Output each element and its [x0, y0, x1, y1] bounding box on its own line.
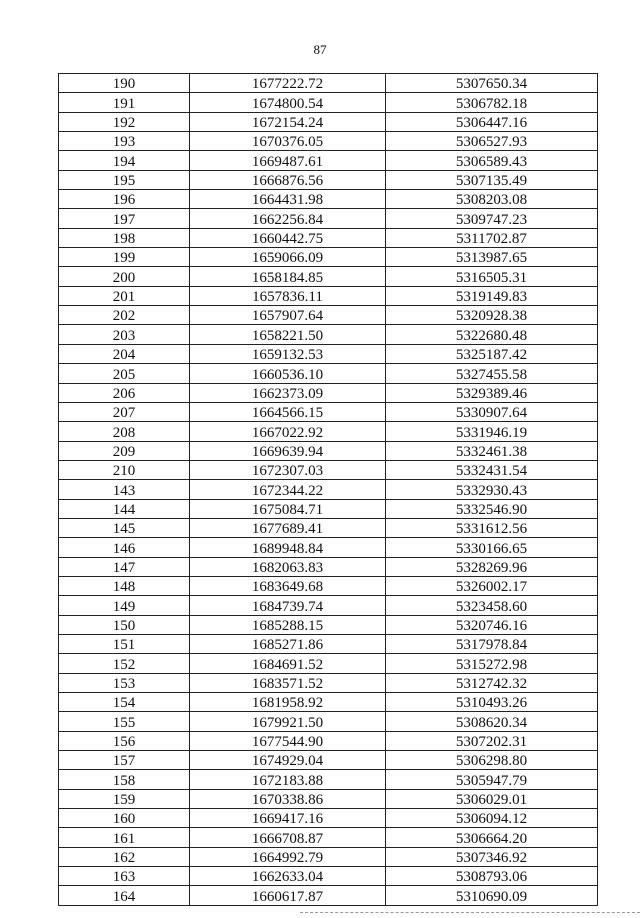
- point-number-cell: 154: [59, 693, 190, 712]
- point-number-cell: 199: [59, 248, 190, 267]
- x-coordinate-cell: 1683649.68: [190, 576, 386, 595]
- table-row: [59, 673, 598, 692]
- y-coordinate-cell: 5306298.80: [386, 751, 598, 770]
- bottom-rule: [300, 912, 640, 913]
- point-number-cell: 163: [59, 867, 190, 886]
- x-coordinate-cell: 1670376.05: [190, 132, 386, 151]
- table-row: [59, 809, 598, 828]
- point-number-cell: 205: [59, 364, 190, 383]
- table-row: [59, 132, 598, 151]
- x-coordinate-cell: 1662373.09: [190, 383, 386, 402]
- point-number-cell: 204: [59, 344, 190, 363]
- y-coordinate-cell: 5306447.16: [386, 112, 598, 131]
- table-row: [59, 751, 598, 770]
- y-coordinate-cell: 5325187.42: [386, 344, 598, 363]
- page-number: 87: [313, 42, 327, 57]
- x-coordinate-cell: 1660617.87: [190, 886, 386, 905]
- y-coordinate-cell: 5306782.18: [386, 93, 598, 112]
- table-row: [59, 770, 598, 789]
- x-coordinate-cell: 1685271.86: [190, 634, 386, 653]
- y-coordinate-cell: 5317978.84: [386, 634, 598, 653]
- y-coordinate-cell: 5308793.06: [386, 867, 598, 886]
- x-coordinate-cell: 1667022.92: [190, 422, 386, 441]
- x-coordinate-cell: 1677544.90: [190, 731, 386, 750]
- table-row: [59, 596, 598, 615]
- table-row: [59, 731, 598, 750]
- y-coordinate-cell: 5320746.16: [386, 615, 598, 634]
- table-row: [59, 93, 598, 112]
- table-row: [59, 190, 598, 209]
- point-number-cell: 207: [59, 402, 190, 421]
- point-number-cell: 143: [59, 480, 190, 499]
- x-coordinate-cell: 1662256.84: [190, 209, 386, 228]
- y-coordinate-cell: 5332431.54: [386, 460, 598, 479]
- table-row: [59, 576, 598, 595]
- point-number-cell: 145: [59, 518, 190, 537]
- point-number-cell: 159: [59, 789, 190, 808]
- table-row: [59, 306, 598, 325]
- y-coordinate-cell: 5328269.96: [386, 557, 598, 576]
- table-row: [59, 286, 598, 305]
- point-number-cell: 150: [59, 615, 190, 634]
- point-number-cell: 146: [59, 538, 190, 557]
- y-coordinate-cell: 5307346.92: [386, 847, 598, 866]
- point-number-cell: 160: [59, 809, 190, 828]
- x-coordinate-cell: 1675084.71: [190, 499, 386, 518]
- table-row: [59, 886, 598, 905]
- table-row: [59, 344, 598, 363]
- point-number-cell: 195: [59, 170, 190, 189]
- point-number-cell: 155: [59, 712, 190, 731]
- x-coordinate-cell: 1659132.53: [190, 344, 386, 363]
- x-coordinate-cell: 1660536.10: [190, 364, 386, 383]
- x-coordinate-cell: 1672307.03: [190, 460, 386, 479]
- y-coordinate-cell: 5322680.48: [386, 325, 598, 344]
- y-coordinate-cell: 5306094.12: [386, 809, 598, 828]
- y-coordinate-cell: 5331612.56: [386, 518, 598, 537]
- point-number-cell: 149: [59, 596, 190, 615]
- table-row: [59, 441, 598, 460]
- table-row: [59, 460, 598, 479]
- y-coordinate-cell: 5311702.87: [386, 228, 598, 247]
- x-coordinate-cell: 1672183.88: [190, 770, 386, 789]
- y-coordinate-cell: 5332546.90: [386, 499, 598, 518]
- x-coordinate-cell: 1669417.16: [190, 809, 386, 828]
- y-coordinate-cell: 5329389.46: [386, 383, 598, 402]
- y-coordinate-cell: 5308203.08: [386, 190, 598, 209]
- table-row: [59, 518, 598, 537]
- x-coordinate-cell: 1657907.64: [190, 306, 386, 325]
- point-number-cell: 203: [59, 325, 190, 344]
- x-coordinate-cell: 1681958.92: [190, 693, 386, 712]
- y-coordinate-cell: 5306589.43: [386, 151, 598, 170]
- table-row: [59, 654, 598, 673]
- point-number-cell: 200: [59, 267, 190, 286]
- table-row: [59, 789, 598, 808]
- x-coordinate-cell: 1669639.94: [190, 441, 386, 460]
- y-coordinate-cell: 5312742.32: [386, 673, 598, 692]
- y-coordinate-cell: 5309747.23: [386, 209, 598, 228]
- table-row: [59, 480, 598, 499]
- point-number-cell: 193: [59, 132, 190, 151]
- table-row: [59, 828, 598, 847]
- y-coordinate-cell: 5315272.98: [386, 654, 598, 673]
- table-row: [59, 867, 598, 886]
- table-row: [59, 112, 598, 131]
- coordinates-table: [58, 73, 598, 906]
- point-number-cell: 158: [59, 770, 190, 789]
- point-number-cell: 157: [59, 751, 190, 770]
- x-coordinate-cell: 1669487.61: [190, 151, 386, 170]
- x-coordinate-cell: 1666876.56: [190, 170, 386, 189]
- y-coordinate-cell: 5306029.01: [386, 789, 598, 808]
- x-coordinate-cell: 1674929.04: [190, 751, 386, 770]
- point-number-cell: 194: [59, 151, 190, 170]
- y-coordinate-cell: 5330166.65: [386, 538, 598, 557]
- y-coordinate-cell: 5323458.60: [386, 596, 598, 615]
- table-row: [59, 557, 598, 576]
- y-coordinate-cell: 5307135.49: [386, 170, 598, 189]
- y-coordinate-cell: 5332461.38: [386, 441, 598, 460]
- x-coordinate-cell: 1672344.22: [190, 480, 386, 499]
- y-coordinate-cell: 5310690.09: [386, 886, 598, 905]
- x-coordinate-cell: 1670338.86: [190, 789, 386, 808]
- table-row: [59, 74, 598, 93]
- table-row: [59, 248, 598, 267]
- x-coordinate-cell: 1662633.04: [190, 867, 386, 886]
- point-number-cell: 202: [59, 306, 190, 325]
- point-number-cell: 191: [59, 93, 190, 112]
- table-row: [59, 693, 598, 712]
- table-row: [59, 325, 598, 344]
- point-number-cell: 156: [59, 731, 190, 750]
- table-row: [59, 383, 598, 402]
- y-coordinate-cell: 5330907.64: [386, 402, 598, 421]
- y-coordinate-cell: 5306664.20: [386, 828, 598, 847]
- x-coordinate-cell: 1684739.74: [190, 596, 386, 615]
- y-coordinate-cell: 5320928.38: [386, 306, 598, 325]
- y-coordinate-cell: 5307202.31: [386, 731, 598, 750]
- point-number-cell: 192: [59, 112, 190, 131]
- y-coordinate-cell: 5313987.65: [386, 248, 598, 267]
- coordinates-table-body: [59, 74, 598, 906]
- table-row: [59, 847, 598, 866]
- x-coordinate-cell: 1677689.41: [190, 518, 386, 537]
- point-number-cell: 206: [59, 383, 190, 402]
- table-row: [59, 170, 598, 189]
- x-coordinate-cell: 1657836.11: [190, 286, 386, 305]
- point-number-cell: 148: [59, 576, 190, 595]
- table-row: [59, 209, 598, 228]
- x-coordinate-cell: 1666708.87: [190, 828, 386, 847]
- x-coordinate-cell: 1685288.15: [190, 615, 386, 634]
- table-row: [59, 267, 598, 286]
- x-coordinate-cell: 1660442.75: [190, 228, 386, 247]
- point-number-cell: 144: [59, 499, 190, 518]
- table-row: [59, 422, 598, 441]
- x-coordinate-cell: 1664431.98: [190, 190, 386, 209]
- point-number-cell: 152: [59, 654, 190, 673]
- x-coordinate-cell: 1664992.79: [190, 847, 386, 866]
- x-coordinate-cell: 1658221.50: [190, 325, 386, 344]
- point-number-cell: 190: [59, 74, 190, 93]
- point-number-cell: 161: [59, 828, 190, 847]
- table-row: [59, 499, 598, 518]
- table-row: [59, 538, 598, 557]
- x-coordinate-cell: 1672154.24: [190, 112, 386, 131]
- y-coordinate-cell: 5307650.34: [386, 74, 598, 93]
- point-number-cell: 151: [59, 634, 190, 653]
- y-coordinate-cell: 5331946.19: [386, 422, 598, 441]
- y-coordinate-cell: 5319149.83: [386, 286, 598, 305]
- x-coordinate-cell: 1658184.85: [190, 267, 386, 286]
- y-coordinate-cell: 5308620.34: [386, 712, 598, 731]
- y-coordinate-cell: 5332930.43: [386, 480, 598, 499]
- x-coordinate-cell: 1682063.83: [190, 557, 386, 576]
- y-coordinate-cell: 5305947.79: [386, 770, 598, 789]
- point-number-cell: 208: [59, 422, 190, 441]
- y-coordinate-cell: 5316505.31: [386, 267, 598, 286]
- x-coordinate-cell: 1684691.52: [190, 654, 386, 673]
- y-coordinate-cell: 5327455.58: [386, 364, 598, 383]
- y-coordinate-cell: 5306527.93: [386, 132, 598, 151]
- y-coordinate-cell: 5310493.26: [386, 693, 598, 712]
- point-number-cell: 147: [59, 557, 190, 576]
- point-number-cell: 153: [59, 673, 190, 692]
- point-number-cell: 209: [59, 441, 190, 460]
- x-coordinate-cell: 1674800.54: [190, 93, 386, 112]
- y-coordinate-cell: 5326002.17: [386, 576, 598, 595]
- table-row: [59, 151, 598, 170]
- point-number-cell: 197: [59, 209, 190, 228]
- table-row: [59, 228, 598, 247]
- point-number-cell: 210: [59, 460, 190, 479]
- x-coordinate-cell: 1683571.52: [190, 673, 386, 692]
- point-number-cell: 201: [59, 286, 190, 305]
- point-number-cell: 164: [59, 886, 190, 905]
- table-row: [59, 364, 598, 383]
- point-number-cell: 198: [59, 228, 190, 247]
- x-coordinate-cell: 1679921.50: [190, 712, 386, 731]
- point-number-cell: 162: [59, 847, 190, 866]
- table-row: [59, 634, 598, 653]
- point-number-cell: 196: [59, 190, 190, 209]
- x-coordinate-cell: 1677222.72: [190, 74, 386, 93]
- table-row: [59, 402, 598, 421]
- table-row: [59, 615, 598, 634]
- x-coordinate-cell: 1659066.09: [190, 248, 386, 267]
- x-coordinate-cell: 1664566.15: [190, 402, 386, 421]
- x-coordinate-cell: 1689948.84: [190, 538, 386, 557]
- table-row: [59, 712, 598, 731]
